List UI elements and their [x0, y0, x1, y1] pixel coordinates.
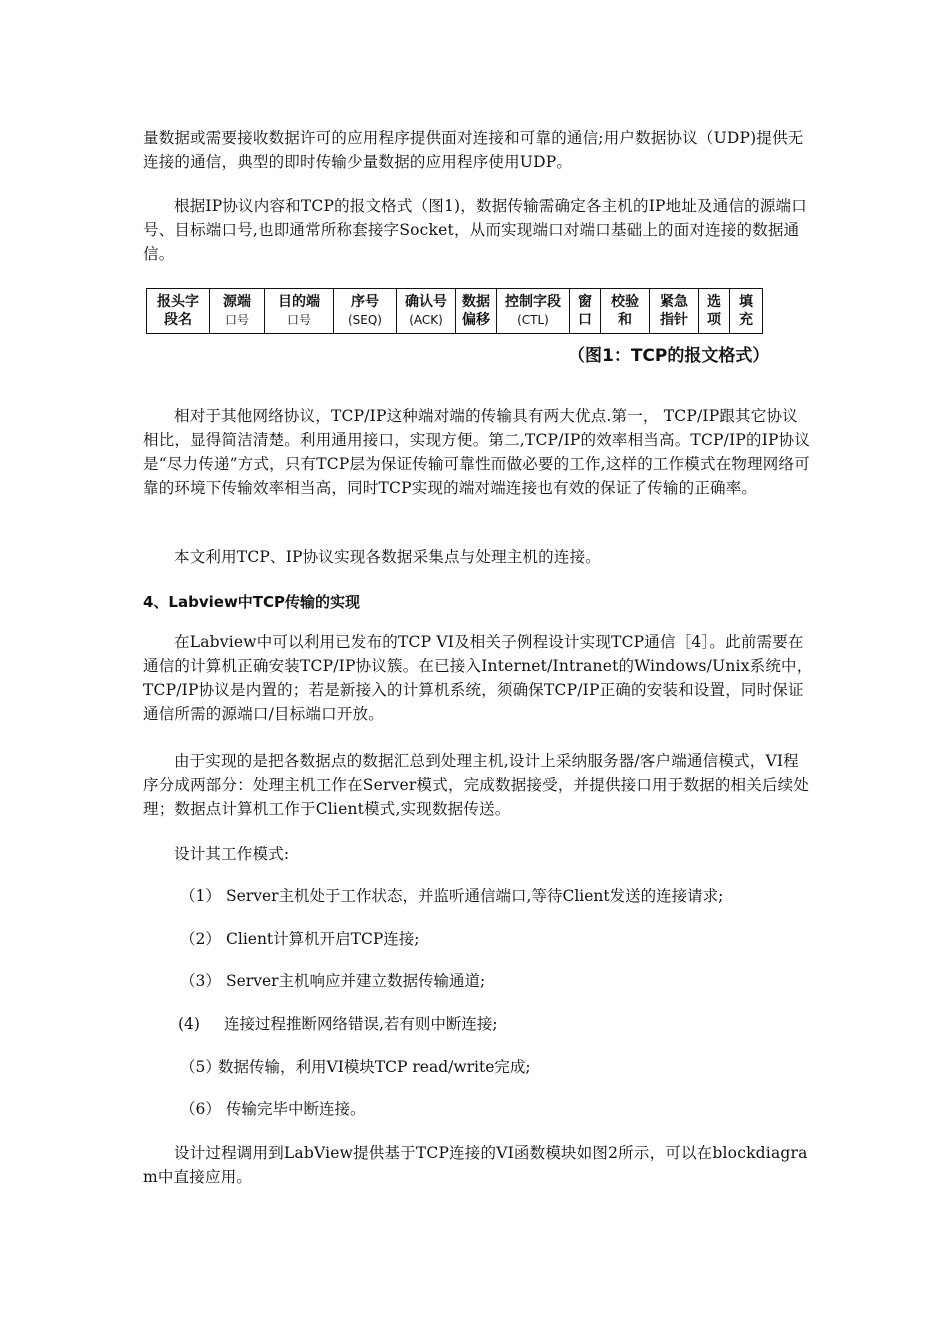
cell-bottom: 口号 — [286, 313, 311, 327]
cell-top: 序号 — [351, 294, 379, 310]
table-cell — [265, 289, 334, 334]
paragraph: 量数据或需要接收数据许可的应用程序提供面对连接和可靠的通信;用户数据协议（UDP)提供无连接的通信，典型的即时传输少量数据的应用程序使用UDP。 — [143, 129, 804, 171]
step-number: （5） — [180, 1058, 221, 1076]
cell-bottom: (ACK) — [409, 313, 443, 327]
cell-top: 选 — [707, 294, 721, 310]
cell-top: 窗 — [578, 294, 592, 310]
cell-top: 数据 — [462, 294, 490, 310]
step-text: Server主机响应并建立数据传输通道; — [226, 972, 486, 990]
table-cell — [210, 289, 265, 334]
step-number: （2） — [180, 930, 221, 948]
section-heading: 4、Labview中TCP传输的实现 — [143, 593, 361, 611]
cell-bottom: 项 — [707, 312, 721, 328]
cell-bottom: 口号 — [224, 313, 249, 327]
list-item — [180, 1055, 531, 1079]
table-cell — [699, 289, 730, 334]
paragraph: 相对于其他网络协议，TCP/IP这种端对端的传输具有两大优点.第一， TCP/IP跟其它协议相比，显得简洁清楚。利用通用接口，实现方便。第二,TCP/IP的效率相当高。TCP/IP的IP协议是“尽力传递”方式，只有TCP层为保证传输可靠性而做必要的工作,这样的工作模式在物理网络可靠的环境下传输效率相当高，同时TCP实现的端对端连接也有效的保证了传输的正确率。 — [143, 407, 811, 497]
figure-caption: （图1：TCP的报文格式） — [568, 346, 770, 366]
step-number: （6） — [180, 1100, 221, 1118]
paragraph: 在Labview中可以利用已发布的TCP VI及相关子例程设计实现TCP通信［4］。此前需要在通信的计算机正确安装TCP/IP协议簇。在已接入Internet/Intranet的Windows/Unix系统中，TCP/IP协议是内置的；若是新接入的计算机系统，须确保TCP/IP正确的安装和设置，同时保证通信所需的源端口/目标端口开放。 — [143, 633, 813, 723]
paragraph: 设计过程调用到LabView提供基于TCP连接的VI函数模块如图2所示，可以在blockdiagram中直接应用。 — [143, 1144, 808, 1186]
cell-bottom: 指针 — [660, 312, 688, 328]
cell-bottom: 和 — [618, 312, 632, 328]
list-item — [180, 884, 723, 908]
step-text: Client计算机开启TCP连接; — [226, 930, 420, 948]
step-text: 连接过程推断网络错误,若有则中断连接; — [224, 1015, 498, 1033]
table-row — [147, 289, 763, 334]
list-item — [180, 927, 420, 951]
cell-top: 校验 — [611, 294, 639, 310]
table-cell — [456, 289, 497, 334]
table-cell — [570, 289, 601, 334]
step-text: 数据传输，利用VI模块TCP read/write完成; — [218, 1058, 531, 1076]
table-cell — [601, 289, 650, 334]
list-item — [180, 969, 485, 993]
step-text: Server主机处于工作状态，并监听通信端口,等待Client发送的连接请求; — [226, 887, 724, 905]
step-number: (4) — [178, 1015, 200, 1033]
list-item — [180, 1097, 366, 1121]
cell-top: 报头字 — [157, 294, 199, 310]
table-cell — [397, 289, 456, 334]
paragraph: 本文利用TCP、IP协议实现各数据采集点与处理主机的连接。 — [174, 548, 601, 566]
paragraph: 设计其工作模式: — [174, 845, 290, 863]
cell-bottom: 充 — [739, 312, 753, 328]
step-number: （3） — [180, 972, 221, 990]
cell-top: 目的端 — [278, 294, 320, 310]
table-cell — [147, 289, 210, 334]
cell-top: 填 — [739, 294, 753, 310]
list-item — [178, 1012, 498, 1036]
cell-bottom: 段名 — [164, 312, 192, 328]
table-cell — [650, 289, 699, 334]
paragraph: 由于实现的是把各数据点的数据汇总到处理主机,设计上采纳服务器/客户端通信模式，VI程序分成两部分：处理主机工作在Server模式，完成数据接受，并提供接口用于数据的相关后续处理；数据点计算机工作于Client模式,实现数据传送。 — [143, 752, 810, 818]
table-cell — [334, 289, 397, 334]
cell-bottom: (SEQ) — [347, 313, 382, 327]
cell-top: 紧急 — [660, 294, 688, 310]
step-text: 传输完毕中断连接。 — [226, 1100, 366, 1118]
table-cell — [730, 289, 763, 334]
cell-bottom: 口 — [578, 312, 592, 328]
cell-top: 源端 — [223, 294, 251, 310]
step-number: （1） — [180, 887, 221, 905]
paragraph: 根据IP协议内容和TCP的报文格式（图1)，数据传输需确定各主机的IP地址及通信的源端口号、目标端口号,也即通常所称套接字Socket，从而实现端口对端口基础上的面对连接的数据通信。 — [143, 197, 807, 263]
cell-bottom: 偏移 — [462, 312, 490, 328]
tcp-format-table — [146, 288, 763, 334]
cell-top: 控制字段 — [505, 294, 561, 310]
cell-top: 确认号 — [405, 294, 447, 310]
table-cell — [497, 289, 570, 334]
cell-bottom: (CTL) — [517, 313, 549, 327]
